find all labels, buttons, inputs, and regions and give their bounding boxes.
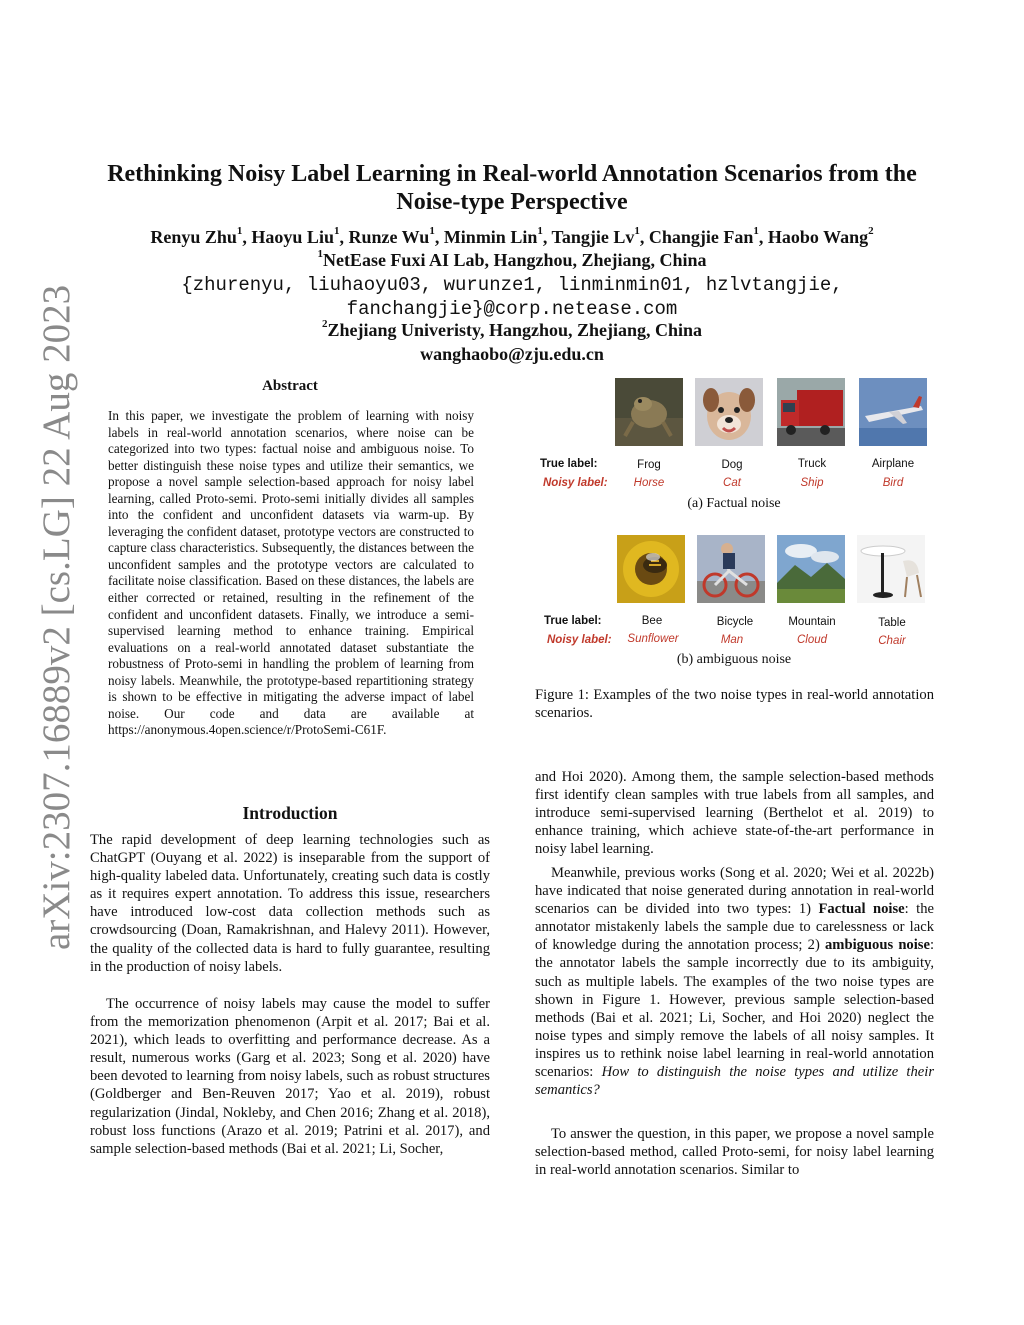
author-name: Minmin Lin [443, 227, 538, 247]
author-list: Renyu Zhu$^1$, Haoyu Liu$^1$, Runze Wu$^1$, Minmin Lin$^1$, Tangjie Lv$^1$, Changjie Fan$^1$, Haobo Wang$^2$ [150, 225, 874, 247]
email-list-line-2: fanchangjie}@corp.netease.com [346, 298, 678, 320]
bee-image [617, 535, 685, 603]
affiliation-2 [80, 320, 944, 341]
true-label-airplane: Airplane [871, 458, 915, 470]
author-affiliation-mark: 2 [868, 225, 874, 237]
author-affiliation-mark: 1 [236, 225, 243, 237]
intro-paragraph-3: and Hoi 2020). Among them, the sample selection-based methods first identify clean samples with true labels from all samples, and introduce semi-supervised learning (Berthelot et al. 2019) to enhance training, which achieve state-of-the-art performance in noisy label learning. [535, 769, 934, 858]
noisy-label-horse: Horse [633, 477, 665, 489]
introduction-heading: Introduction [242, 803, 338, 823]
noisy-label-heading: Noisy label: [547, 634, 612, 646]
author-name: Renyu Zhu [150, 227, 237, 247]
email-list-line-1: {zhurenyu, liuhaoyu03, wurunze1, linminmin01, hzlvtangjie, [181, 274, 843, 296]
author-affiliation-mark: 1 [429, 225, 435, 237]
true-label-dog: Dog [721, 459, 743, 471]
term-ambiguous-noise: ambiguous noise [825, 937, 930, 954]
true-label-heading: True label: [544, 615, 602, 627]
noisy-label-sunflower: Sunflower [627, 633, 679, 645]
noisy-label-chair: Chair [878, 635, 906, 647]
affiliation-text: Zhejiang Univeristy, Hangzhou, Zhejiang, China [327, 320, 703, 340]
subcaption-ambiguous: (b) ambiguous noise [676, 652, 792, 667]
author-affiliation-mark: 1 [537, 225, 543, 237]
author-affiliation-mark: 1 [634, 225, 640, 237]
true-label-table: Table [878, 617, 906, 629]
author-name: Runze Wu [348, 227, 430, 247]
true-label-truck: Truck [797, 458, 827, 470]
paragraph-text: Meanwhile, previous works (Song et al. 2020; Wei et al. 2022b) have indicated that noise generated during annotation in real-world scenarios can be divided into two types: 1) [535, 865, 934, 918]
title-line-1: Rethinking Noisy Label Learning in Real-world Annotation Scenarios from the [107, 161, 917, 187]
author-name: Tangjie Lv [551, 227, 635, 247]
author-affiliation-mark: 1 [753, 225, 759, 237]
figure-caption: Figure 1: Examples of the two noise types in real-world annotation scenarios. [535, 687, 934, 721]
true-label-mountain: Mountain [788, 616, 836, 628]
airplane-image [859, 378, 927, 446]
affiliation-mark: 1 [317, 248, 323, 260]
abstract-heading: Abstract [262, 378, 318, 394]
truck-image [777, 378, 845, 446]
subcaption-factual: (a) Factual noise [687, 496, 781, 511]
abstract-body: In this paper, we investigate the problem of learning with noisy labels in real-world annotation scenarios, where noise can be categorized into two types: factual noise and ambiguous noise. To better distinguish these noise types and utilize their semantics, we propose a novel sample selection-based approach for noisy label learning, called Proto-semi. Proto-semi initially divides all samples into the confident and unconfident datasets via warm-up. By leveraging the confident dataset, prototype vectors are constructed to capture class characteristics. Subsequently, the distances between the unconfident samples and the prototype vectors are calculated to facilitate noise classification. Based on these distances, the labels are either corrected or retained, resulting in the refinement of the confident and unconfident datasets. Finally, we introduce a semi-supervised learning method to enhance training. Empirical evaluations on a real-world annotated dataset substantiate the robustness of Proto-semi in handling the problem of learning from noisy labels. Meanwhile, the prototype-based repartitioning strategy is shown to be effective in mitigating the adverse impact of label noise. Our code and data are available at https://anonymous.4open.science/r/ProtoSemi-C61F. [108, 408, 474, 738]
intro-paragraph-2: The occurrence of noisy labels may cause the model to suffer from the memorization phenomenon (Arpit et al. 2017; Bai et al. 2021), which leads to overfitting and performance decrease. As a result, numerous works (Garg et al. 2023; Song et al. 2020) have been devoted to learning from noisy labels, such as robust structures (Goldberger and Ben-Reuven 2017; Yao et al. 2019), robust regularization (Jindal, Nokleby, and Chen 2016; Zhang et al. 2018), robust loss functions (Arazo et al. 2019; Patrini et al. 2017), and sample selection-based methods (Bai et al. 2021; Li, Socher, [90, 996, 490, 1157]
frog-image [615, 378, 683, 446]
research-question: How to distinguish the noise types and utilize their semantics? [535, 1064, 934, 1099]
paragraph-text: : the annotator labels the sample incorrectly due to its ambiguity, such as multiple labels. The examples of the two noise types are shown in Figure 1. However, previous sample selection-based methods (Bai et al. 2021; Li, Socher, and Hoi 2020) neglect the noise types and simply remove the labels of all noisy samples. It inspires us to rethink noise label learning in real-world annotation scenarios: [535, 937, 935, 1081]
arxiv-identifier: arXiv:2307.16889v2 [cs.LG] 22 Aug 2023 [35, 284, 78, 950]
noisy-label-cloud: Cloud [796, 634, 828, 646]
intro-paragraph-1: The rapid development of deep learning technologies such as ChatGPT (Ouyang et al. 2022) is inseparable from the support of high-quality labeled data. Unfortunately, creating such data is costly as it requires expert annotation. To address this issue, researchers have introduced low-cost data collection methods such as crowdsourcing (Doan, Ramakrishnan, and Halevy 2011). However, the quality of the collected data is hard to fully guarantee, resulting in the production of noisy labels. [90, 832, 490, 975]
author-name: Haobo Wang [767, 227, 869, 247]
bicycle-image [697, 535, 765, 603]
email-2: wanghaobo@zju.edu.cn [420, 344, 604, 364]
term-factual-noise: Factual noise [818, 901, 905, 918]
paragraph-text: : the annotator mistakenly labels the sample due to carelessness or lack of knowledge during the annotation process; 2) [535, 901, 934, 954]
affiliation-mark: 2 [321, 318, 328, 330]
author-affiliation-mark: 1 [333, 225, 340, 237]
noisy-label-bird: Bird [882, 477, 904, 489]
noisy-label-ship: Ship [800, 477, 824, 489]
author-name: Changjie Fan [648, 227, 754, 247]
intro-paragraph-5: To answer the question, in this paper, we propose a novel sample selection-based method, called Proto-semi, for noisy label learning in real-world annotation scenarios. Similar to [535, 1126, 934, 1179]
title-line-2: Noise-type Perspective [396, 189, 628, 215]
noisy-label-man: Man [720, 634, 744, 646]
true-label-frog: Frog [637, 459, 661, 471]
true-label-heading: True label: [540, 458, 598, 470]
table-image [857, 535, 925, 603]
author-name: Haoyu Liu [251, 227, 334, 247]
mountain-image [777, 535, 845, 603]
paper-title [80, 160, 944, 216]
true-label-bee: Bee [641, 615, 663, 627]
affiliation-text: NetEase Fuxi AI Lab, Hangzhou, Zhejiang, China [322, 250, 707, 270]
intro-paragraph-4 [535, 864, 934, 1099]
true-label-bicycle: Bicycle [716, 616, 754, 628]
noisy-label-heading: Noisy label: [543, 477, 608, 489]
dog-image [695, 378, 763, 446]
noisy-label-cat: Cat [723, 477, 741, 489]
affiliation-1 [80, 250, 944, 271]
